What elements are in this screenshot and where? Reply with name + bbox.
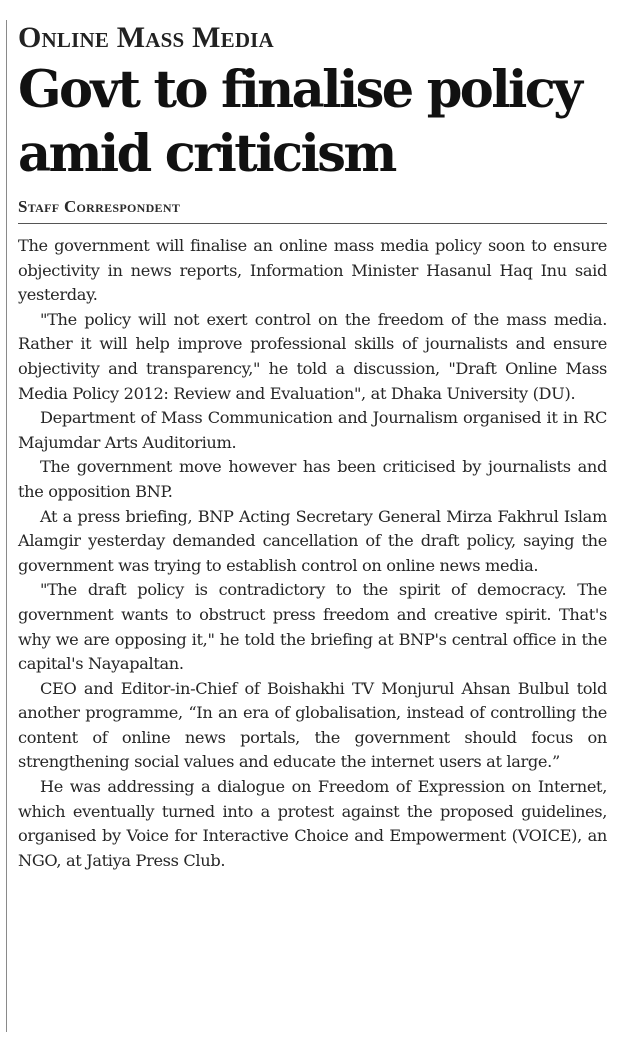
byline: Staff Correspondent <box>18 197 181 216</box>
paragraph: Department of Mass Communication and Journalism organised it in RC Majumdar Arts Auditorium. <box>18 408 607 452</box>
section-kicker: Online Mass Media <box>18 21 274 54</box>
paragraph: CEO and Editor-in-Chief of Boishakhi TV Monjurul Ahsan Bulbul told another programme, “In an era of globalisation, instead of controlling the content of online news portals, the government should focus on strengthening social values and educate the internet users at large.” <box>18 678 607 772</box>
paragraph: "The policy will not exert control on the freedom of the mass media. Rather it will help improve professional skills of journalists and ensure objectivity and transparency," he told a discussion, "Draft Online Mass Media Policy 2012: Review and Evaluation", at Dhaka University (DU). <box>18 309 607 403</box>
paragraph: The government move however has been criticised by journalists and the opposition BNP. <box>18 457 607 501</box>
article-body <box>18 234 607 873</box>
headline-line-2: amid criticism <box>18 124 395 184</box>
column-rule <box>6 20 7 1032</box>
paragraph: At a press briefing, BNP Acting Secretary General Mirza Fakhrul Islam Alamgir yesterday demanded cancellation of the draft policy, saying the government was trying to establish control on online news media. <box>18 506 607 575</box>
paragraph: The government will finalise an online mass media policy soon to ensure objectivity in news reports, Information Minister Hasanul Haq Inu said yesterday. <box>18 236 607 305</box>
paragraph: He was addressing a dialogue on Freedom of Expression on Internet, which eventually turned into a protest against the proposed guidelines, organised by Voice for Interactive Choice and Empowerment (VOICE), an NGO, at Jatiya Press Club. <box>18 777 607 870</box>
divider <box>18 223 607 224</box>
paragraph: "The draft policy is contradictory to the spirit of democracy. The government wants to obstruct press freedom and creative spirit. That's why we are opposing it," he told the briefing at BNP's central office in the capital's Nayapaltan. <box>18 580 607 674</box>
headline <box>18 58 607 186</box>
headline-line-1: Govt to finalise policy <box>18 60 581 120</box>
